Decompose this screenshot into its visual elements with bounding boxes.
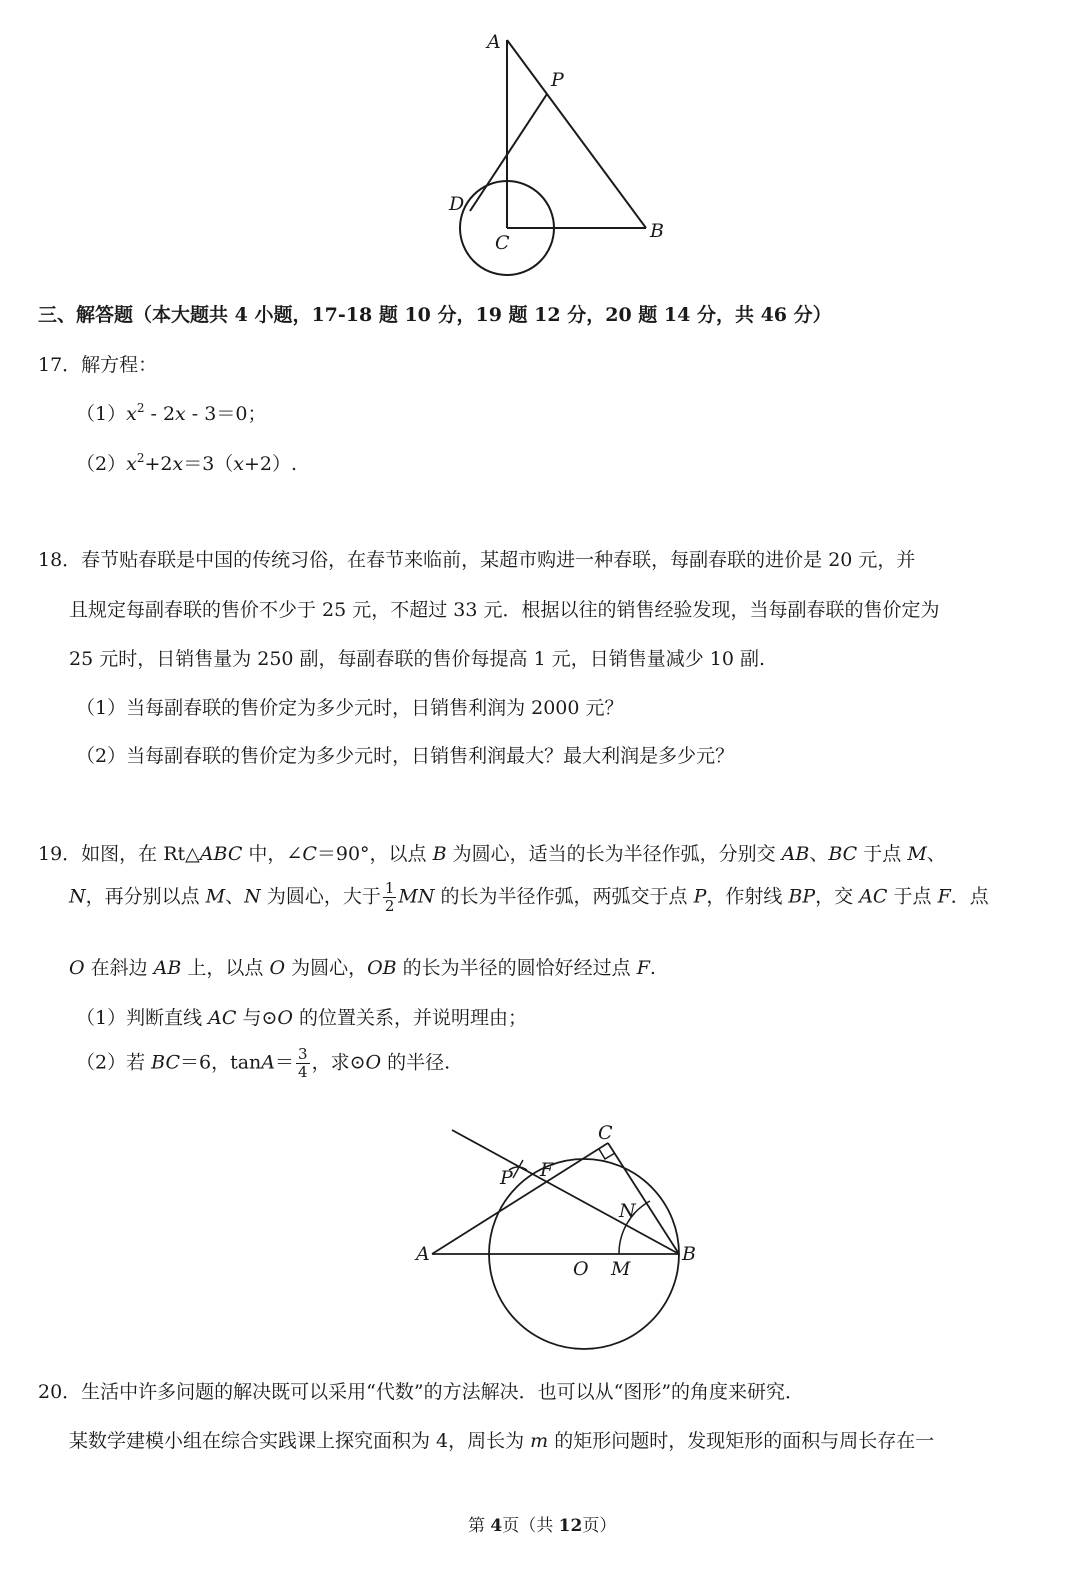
- label-c: C: [598, 1122, 613, 1144]
- q17-title: 17．解方程：: [38, 354, 158, 376]
- label-d: D: [449, 193, 465, 215]
- label-a: A: [416, 1243, 430, 1265]
- q18-line2: 且规定每副春联的售价不少于 25 元，不超过 33 元．根据以往的销售经验发现，当每副春联的售价定为: [69, 599, 940, 621]
- segment-cb: [608, 1143, 679, 1254]
- q17-part1: $(1)x^2 - 2x - 3=0$；: [76, 401, 267, 425]
- arc-p-1: [513, 1160, 523, 1178]
- fraction-three-quarters: $\frac{3}{4}$: [298, 1045, 308, 1081]
- q19-line3: O 在斜边 AB 上，以点 O 为圆心，OB 的长为半径的圆恰好经过点 F.: [69, 957, 656, 979]
- label-b: B: [650, 220, 664, 242]
- segment-ab: [507, 40, 646, 228]
- q19-line2: N，再分别以点 M、N 为圆心，大于 $\frac{1}{2}$ MN 的长为半径作弧，两弧交于点 P，作射线 BP，交 AC 于点 F．点: [69, 879, 989, 915]
- q20-line1: 20．生活中许多问题的解决既可以采用“代数”的方法解决．也可以从“图形”的角度来研究．: [38, 1381, 805, 1403]
- q20-line2: 某数学建模小组在综合实践课上探究面积为 4，周长为 m 的矩形问题时，发现矩形的面积与周长存在一: [69, 1430, 935, 1452]
- q18-line3: 25 元时，日销售量为 250 副，每副春联的售价每提高 1 元，日销售量减少 10 副.: [69, 648, 766, 670]
- triangle-circle-o-figure: [412, 1118, 712, 1350]
- label-p: P: [551, 69, 564, 91]
- q19-part2: （2）若 BC＝6，tanA＝ $\frac{3}{4}$ ，求⊙O 的半径.: [76, 1045, 451, 1081]
- label-n: N: [619, 1200, 636, 1222]
- section-heading: 三、解答题（本大题共 4 小题，17-18 题 10 分，19 题 12 分，20 题 14 分，共 46 分）: [38, 304, 832, 326]
- label-b: B: [682, 1243, 696, 1265]
- label-o: O: [573, 1258, 589, 1280]
- q18-part2: （2）当每副春联的售价定为多少元时，日销售利润最大？最大利润是多少元？: [76, 745, 735, 767]
- label-m: M: [611, 1258, 631, 1280]
- q19-part1: （1）判断直线 AC 与⊙O 的位置关系，并说明理由；: [76, 1007, 527, 1029]
- label-f: F: [540, 1159, 554, 1181]
- q18-part1: （1）当每副春联的售价定为多少元时，日销售利润为 2000 元？: [76, 697, 624, 719]
- label-a: A: [487, 31, 501, 53]
- triangle-circle-figure: [440, 28, 680, 288]
- q18-line1: 18．春节贴春联是中国的传统习俗，在春节来临前，某超市购进一种春联，每副春联的进价是 20 元，并: [38, 549, 916, 571]
- q19-line1: 19．如图，在 Rt△ABC 中，∠C＝90°，以点 B 为圆心，适当的长为半径作弧，分别交 AB、BC 于点 M、: [38, 843, 946, 865]
- fraction-one-half: $\frac{1}{2}$: [384, 879, 395, 915]
- q17-part2: $(2)x^2+2x=3(x+2)$.: [76, 451, 298, 475]
- label-c: C: [495, 232, 510, 254]
- ray-bp: [452, 1130, 679, 1254]
- segment-dp: [470, 94, 547, 211]
- page-footer: 第 4页（共 12页）: [468, 1516, 617, 1536]
- label-p: P: [500, 1167, 513, 1189]
